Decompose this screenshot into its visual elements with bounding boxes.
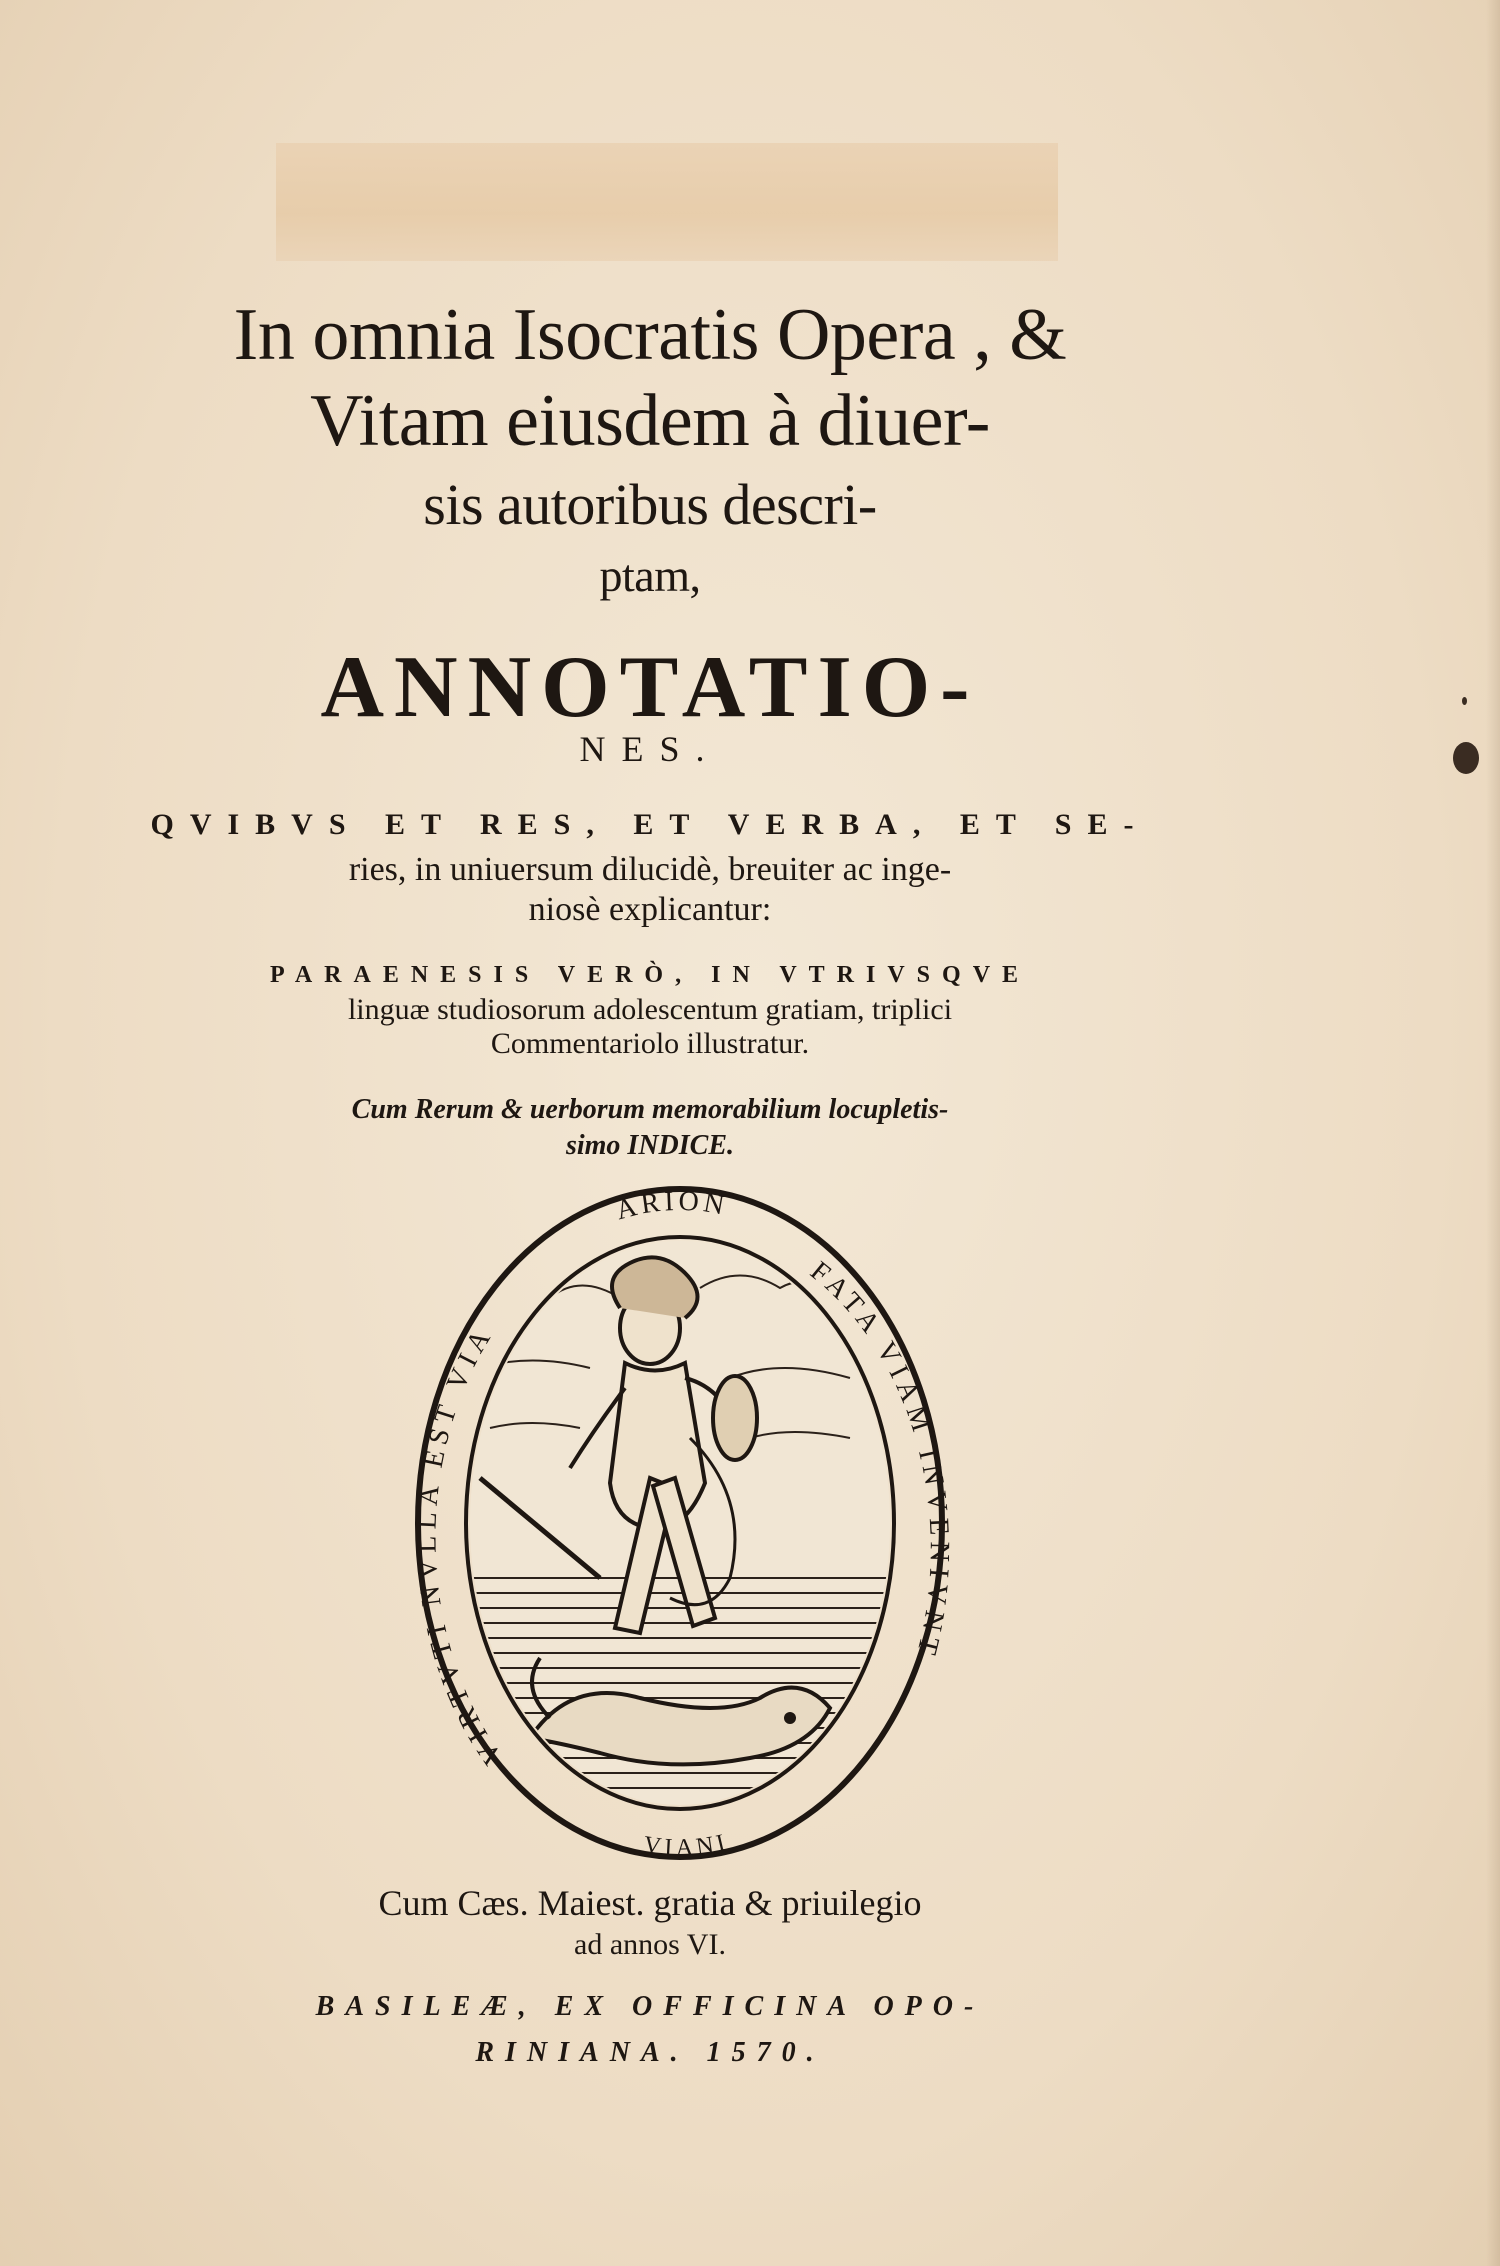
- index-note-line-2: simo INDICE.: [565, 1130, 735, 1161]
- privilege-line-2: ad annos VI.: [574, 1928, 726, 1961]
- ink-spot: [1453, 742, 1479, 774]
- imprint-line-1: BASILEÆ, EX OFFICINA OPO-: [315, 1991, 985, 2022]
- heading-line-1: ANNOTATIO-: [320, 639, 980, 736]
- title-line-4: ptam,: [599, 550, 701, 601]
- device-legend-left: VIRTVTI NVLLA EST VIA: [411, 1319, 509, 1771]
- device-legend-top: ARION: [612, 1185, 731, 1227]
- imprint: [150, 1984, 1150, 2076]
- heading-annotationes: [150, 640, 1150, 736]
- section1-line-1: ries, in uniuersum dilucidè, breuiter ac inge-: [348, 851, 952, 888]
- section1-caps-line: QVIBVS ET RES, ET VERBA, ET SE-: [150, 808, 1150, 841]
- printer-device-arion: [400, 1178, 960, 1868]
- index-note: [150, 1092, 1150, 1164]
- section2-body: [150, 993, 1150, 1061]
- section2-caps-line: PARAENESIS VERÒ, IN VTRIVSQVE: [269, 962, 1031, 988]
- title-line-1: In omnia Isocratis Opera , &: [233, 294, 1067, 376]
- section2-line-1: linguæ studiosorum adolescentum gratiam, triplici: [347, 993, 953, 1026]
- device-engraving: [460, 1228, 900, 1828]
- section2-line-2: Commentariolo illustratur.: [490, 1027, 810, 1060]
- section1-body: [150, 850, 1150, 930]
- ink-speck: [1462, 697, 1467, 705]
- title-line-2: Vitam eiusdem à diuer-: [310, 380, 990, 462]
- section1-line-2: niosè explicantur:: [528, 891, 772, 928]
- page-edge-shadow: [1486, 0, 1500, 2266]
- imprint-line-2: RINIANA. 1570.: [475, 2037, 825, 2068]
- book-title: [150, 292, 1150, 606]
- title-line-3: sis autoribus descri-: [423, 472, 877, 537]
- privilege-line-1: Cum Cæs. Maiest. gratia & priuilegio: [378, 1883, 922, 1923]
- paper-tape-strip: [276, 143, 1058, 261]
- device-legend-right: FATA VIAM INVENIVNT: [804, 1255, 955, 1664]
- device-legend-bottom: VIANI: [641, 1829, 732, 1862]
- privilege-statement: [150, 1882, 1150, 1966]
- index-note-line-1: Cum Rerum & uerborum memorabilium locupletis-: [351, 1094, 949, 1125]
- heading-line-2: NES.: [579, 729, 721, 769]
